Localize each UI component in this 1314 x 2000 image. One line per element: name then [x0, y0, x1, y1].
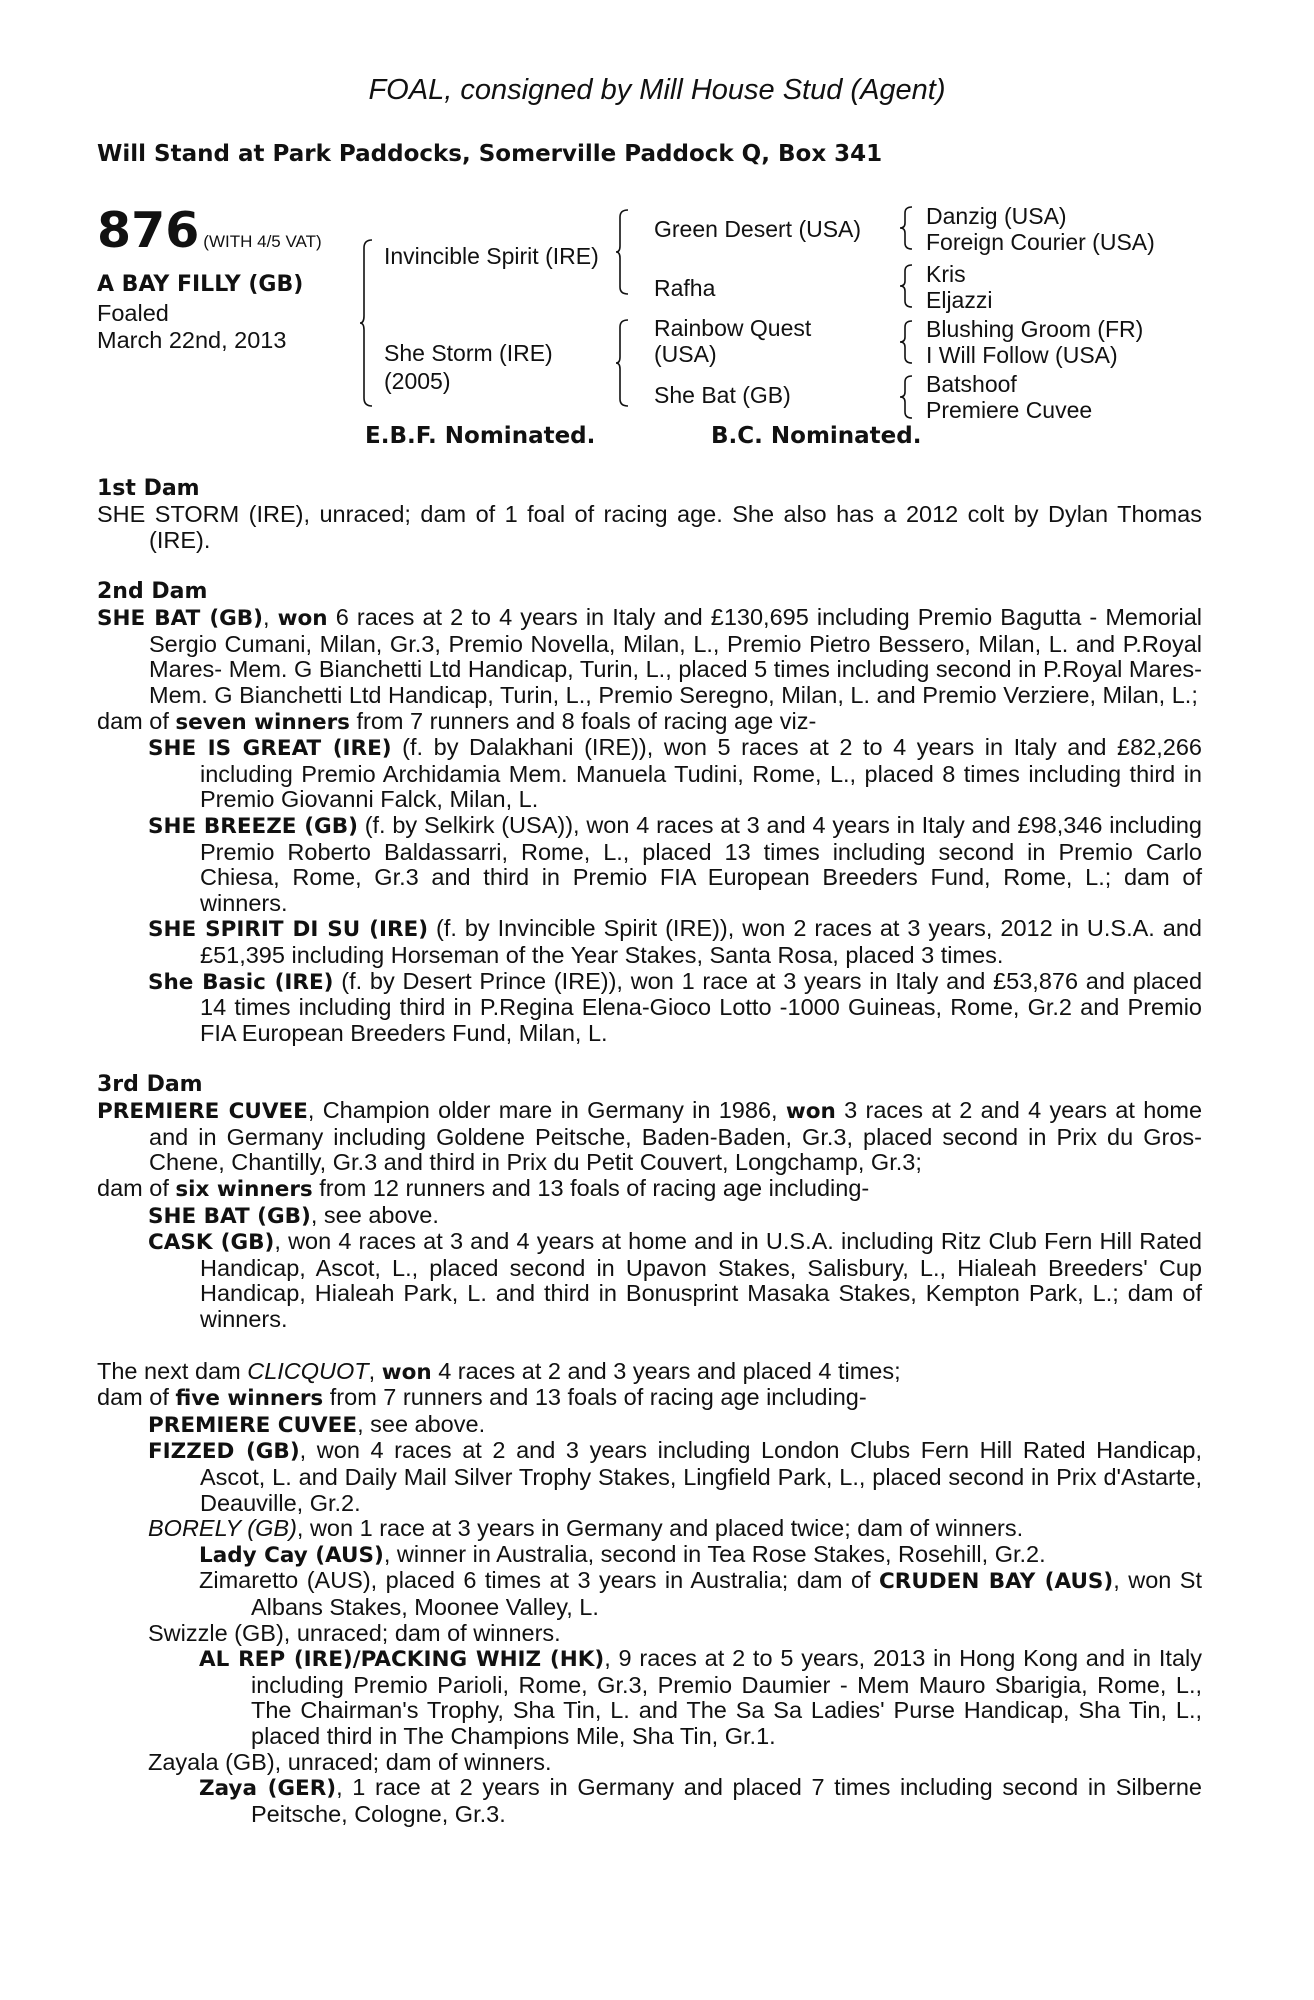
dam-name: She Storm (IRE)	[384, 340, 553, 366]
dam-sire-line1: Rainbow Quest	[654, 315, 812, 341]
foaled-date: March 22nd, 2013	[97, 327, 287, 353]
first-dam-text: SHE STORM (IRE), unraced; dam of 1 foal of racing age. She also has a 2012 colt by Dylan Thomas (IRE).	[97, 501, 1202, 553]
lot-header	[97, 202, 322, 259]
stabling-line: Will Stand at Park Paddocks, Somerville Paddock Q, Box 341	[97, 141, 883, 167]
progeny-entry: SHE BREEZE (GB) (f. by Selkirk (USA)), won 4 races at 3 and 4 years in Italy and £98,346 including Premio Roberto Baldassarri, Rome, L., placed 13 times including second in Premio Carlo Chiesa, Rome, Gr.3 and third in Premio FIA European Breeders Fund, Rome, L.; dam of winners.	[148, 811, 1202, 916]
third-dam-heading: 3rd Dam	[97, 1072, 203, 1098]
third-dam-produce: dam of six winners from 12 runners and 13 foals of racing age including-	[97, 1175, 870, 1203]
horse-description: A BAY FILLY (GB)	[97, 272, 304, 297]
gg-1: Danzig (USA)	[926, 203, 1067, 229]
progeny-entry: She Basic (IRE) (f. by Desert Prince (IRE)), won 1 race at 3 years in Italy and £53,876 and placed 14 times including third in P.Regina Elena-Gioco Lotto -1000 Guineas, Rome, Gr.2 and Premio FIA European Breeders Fund, Milan, L.	[148, 967, 1203, 1046]
progeny-entry: CASK (GB), won 4 races at 3 and 4 years at home and in U.S.A. including Ritz Club Fern Hill Rated Handicap, Ascot, L., placed second in Upavon Stakes, Salisbury, L., Hialeah Breeders' Cup Handicap, Hialeah Park, L. and third in Bonusprint Masaka Stakes, Kempton Park, L.; dam of winners.	[148, 1228, 1202, 1333]
progeny-entry: Swizzle (GB), unraced; dam of winners.	[148, 1619, 561, 1646]
progeny-entry: BORELY (GB), won 1 race at 3 years in Germany and placed twice; dam of winners.	[148, 1515, 1024, 1542]
gg-8: Premiere Cuvee	[926, 397, 1093, 423]
foaled-label: Foaled	[97, 300, 169, 326]
dam-sire-line2: (USA)	[654, 341, 717, 367]
brace-sire	[616, 208, 630, 296]
progeny-entry: SHE IS GREAT (IRE) (f. by Dalakhani (IRE)), won 5 races at 2 to 4 years in Italy and £82,266 including Premio Archidamia Mem. Manuela Tudini, Rome, L., placed 8 times including third in Premio Giovanni Falck, Milan, L.	[148, 734, 1202, 813]
gg-4: Eljazzi	[926, 287, 993, 313]
grand-progeny-entry: Zimaretto (AUS), placed 6 times at 3 years in Australia; dam of CRUDEN BAY (AUS), won St Albans Stakes, Moonee Valley, L.	[199, 1567, 1202, 1620]
gg-6: I Will Follow (USA)	[926, 342, 1118, 368]
progeny-entry: SHE SPIRIT DI SU (IRE) (f. by Invincible Spirit (IRE)), won 2 races at 3 years, 2012 in U.S.A. and £51,395 including Horseman of the Year Stakes, Santa Rosa, placed 3 times.	[148, 915, 1202, 968]
next-dam-entry: The next dam CLICQUOT, won 4 races at 2 and 3 years and placed 4 times;	[97, 1357, 901, 1385]
brace-gg3	[900, 319, 914, 365]
gg-5: Blushing Groom (FR)	[926, 316, 1144, 342]
dam-year: (2005)	[384, 368, 451, 394]
second-dam-produce: dam of seven winners from 7 runners and 8 foals of racing age viz-	[97, 707, 817, 735]
vat-note: (WITH 4/5 VAT)	[203, 232, 322, 251]
sire-sire: Green Desert (USA)	[654, 216, 862, 242]
second-dam-heading: 2nd Dam	[97, 579, 208, 605]
progeny-entry: Zayala (GB), unraced; dam of winners.	[148, 1748, 552, 1775]
gg-3: Kris	[926, 261, 966, 287]
progeny-entry: FIZZED (GB), won 4 races at 2 and 3 years including London Clubs Fern Hill Rated Handicap, Ascot, L. and Daily Mail Silver Trophy Stakes, Lingfield Park, L., placed second in Prix d'Astarte, Deauville, Gr.2.	[148, 1437, 1203, 1516]
progeny-entry: SHE BAT (GB), see above.	[148, 1201, 439, 1229]
progeny-entry: PREMIERE CUVEE, see above.	[148, 1410, 486, 1438]
next-dam-produce: dam of five winners from 7 runners and 13 foals of racing age including-	[97, 1384, 867, 1412]
sire-name: Invincible Spirit (IRE)	[384, 243, 599, 269]
grand-progeny-entry: Zaya (GER), 1 race at 2 years in Germany and placed 7 times including second in Silberne Peitsche, Cologne, Gr.3.	[199, 1774, 1202, 1827]
brace-gg4	[900, 374, 914, 420]
brace-main	[360, 238, 374, 408]
grand-progeny-entry: AL REP (IRE)/PACKING WHIZ (HK), 9 races at 2 to 5 years, 2013 in Hong Kong and in Italy including Premio Parioli, Rome, Gr.3, Premio Daumier - Mem Mauro Sbarigia, Rome, L., The Chairman's Trophy, Sha Tin, L. and The Sa Sa Ladies' Purse Handicap, Sha Tin, L., placed third in The Champions Mile, Sha Tin, Gr.1.	[199, 1645, 1203, 1749]
consignor-line: FOAL, consigned by Mill House Stud (Agent)	[368, 74, 946, 106]
sire-dam: Rafha	[654, 275, 716, 301]
third-dam-entry: PREMIERE CUVEE, Champion older mare in Germany in 1986, won 3 races at 2 and 4 years at home and in Germany including Goldene Peitsche, Baden-Baden, Gr.3, placed second in Prix du Gros-Chene, Chantilly, Gr.3 and third in Prix du Petit Couvert, Longchamp, Gr.3;	[97, 1097, 1203, 1176]
brace-gg2	[900, 263, 914, 309]
second-dam-entry: SHE BAT (GB), won 6 races at 2 to 4 years in Italy and £130,695 including Premio Bagutta - Memorial Sergio Cumani, Milan, Gr.3, Premio Novella, Milan, L., Premio Pietro Bessero, Milan, L. and P.Royal Mares- Mem. G Bianchetti Ltd Handicap, Turin, L., placed 5 times including second in P.Royal Mares- Mem. G Bianchetti Ltd Handicap, Turin, L., Premio Seregno, Milan, L. and Premio Verziere, Milan, L.;	[97, 604, 1202, 708]
brace-dam	[616, 318, 630, 408]
grand-progeny-entry: Lady Cay (AUS), winner in Australia, second in Tea Rose Stakes, Rosehill, Gr.2.	[199, 1540, 1046, 1568]
first-dam-heading: 1st Dam	[97, 476, 200, 501]
brace-gg1	[900, 205, 914, 251]
second-dam-name: SHE BAT (GB)	[97, 606, 264, 632]
gg-2: Foreign Courier (USA)	[926, 229, 1155, 255]
ebf-nomination: E.B.F. Nominated.	[365, 423, 596, 449]
gg-7: Batshoof	[926, 371, 1017, 397]
dam-dam: She Bat (GB)	[654, 382, 791, 408]
second-dam-record: 6 races at 2 to 4 years in Italy and £130,695 including Premio Bagutta - Memorial Sergio Cumani, Milan, Gr.3, Premio Novella, Milan, L., Premio Pietro Bessero, Milan, L. and P.Royal Mares- Mem. G Bianchetti Ltd Handicap, Turin, L., placed 5 times including second in P.Royal Mares- Mem. G Bianchetti Ltd Handicap, Turin, L., Premio Seregno, Milan, L. and Premio Verziere, Milan, L.;	[149, 604, 1202, 708]
pedigree-notes	[97, 476, 1202, 1827]
lot-number: 876	[97, 202, 200, 259]
foaled-block	[97, 300, 286, 354]
bc-nomination: B.C. Nominated.	[711, 423, 922, 449]
